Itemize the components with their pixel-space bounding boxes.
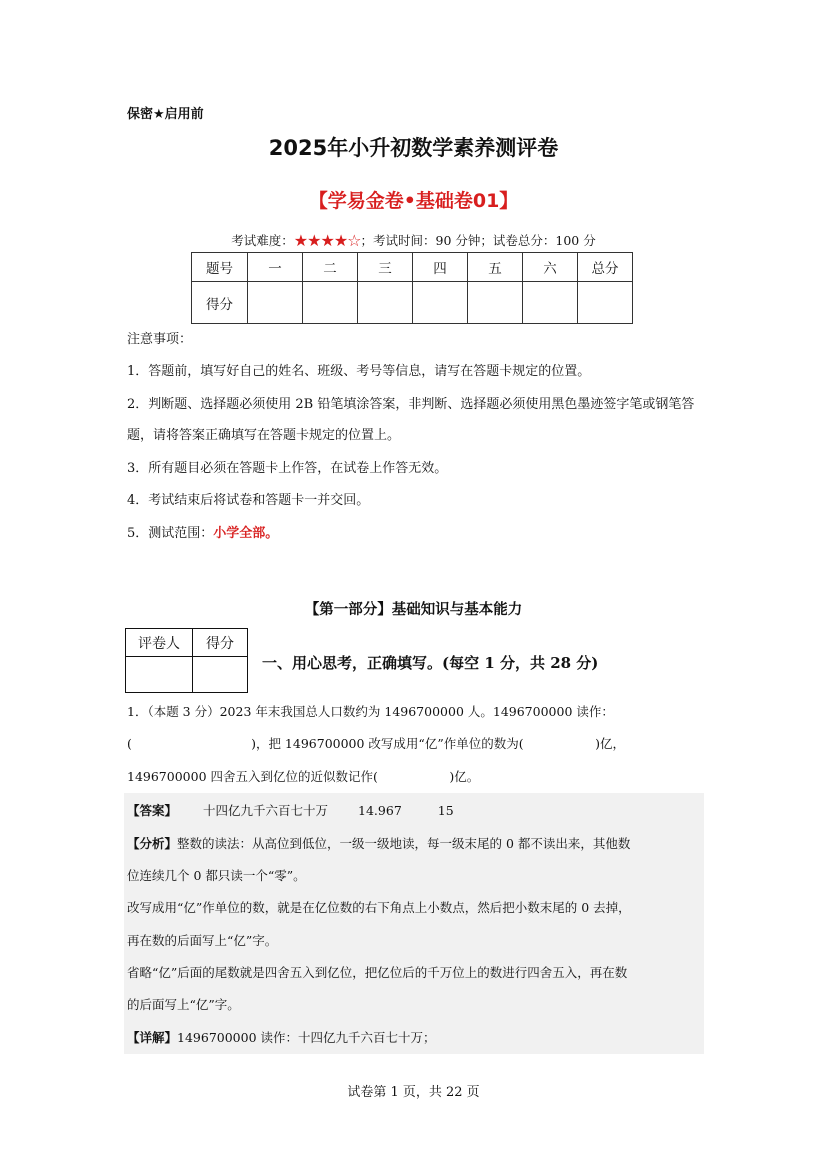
analysis-line: 位连续几个 0 都只读一个“零”。 <box>127 868 306 883</box>
analysis-line: 的后面写上“亿”字。 <box>127 997 240 1012</box>
note-item: 4．考试结束后将试卷和答题卡一并交回。 <box>127 493 370 508</box>
answer-panel <box>124 793 704 1054</box>
analysis-line: 改写成用“亿”作单位的数，就是在亿位数的右下角点上小数点，然后把小数末尾的 0 去掉， <box>127 900 631 915</box>
note-item: 3．所有题目必须在答题卡上作答，在试卷上作答无效。 <box>127 461 448 476</box>
note-item: 2．判断题、选择题必须使用 2B 铅笔填涂答案，非判断、选择题必须使用黑色墨迹签字笔或钢笔答题，请将答案正确填写在答题卡规定的位置上。 <box>127 397 695 443</box>
score-cell <box>248 282 303 324</box>
score-header-cell: 题号 <box>192 253 248 282</box>
analysis-line <box>127 834 702 852</box>
grader-row <box>126 657 248 693</box>
answer-value: 十四亿九千六百七十万 <box>203 803 329 818</box>
note-item: 1．答题前，填写好自己的姓名、班级、考号等信息，请写在答题卡规定的位置。 <box>127 364 591 379</box>
answer-row <box>127 801 702 819</box>
score-row-label: 得分 <box>192 282 248 324</box>
score-cell <box>413 282 468 324</box>
score-cell <box>468 282 523 324</box>
page-footer: 试卷第 1 页，共 22 页 <box>347 1085 480 1100</box>
analysis-line: 省略“亿”后面的尾数就是四舍五入到亿位，把亿位后的千万位上的数进行四舍五入，再在数 <box>127 965 628 980</box>
detail-line <box>127 1028 702 1046</box>
exam-info <box>0 231 827 250</box>
notes-heading: 注意事项： <box>127 332 193 347</box>
answer-label: 【答案】 <box>127 803 178 818</box>
part-title: 一、用心思考，正确填写。(每空 1 分，共 28 分) <box>262 654 599 672</box>
scope-label: 5．测试范围： <box>127 526 214 541</box>
difficulty-label: 考试难度： <box>231 233 294 248</box>
score-cell <box>523 282 578 324</box>
confidential-label: 保密★启用前 <box>127 107 204 122</box>
grader-cell <box>193 657 248 693</box>
score-table-header-row <box>192 253 633 282</box>
score-cell <box>578 282 633 324</box>
detail-text: 1496700000 读作：十四亿九千六百七十万； <box>177 1030 436 1045</box>
score-header-cell: 六 <box>523 253 578 282</box>
analysis-line: 再在数的后面写上“亿”字。 <box>127 933 278 948</box>
answer-value: 14.967 <box>358 803 402 818</box>
grader-cell <box>126 657 193 693</box>
score-header-cell: 一 <box>248 253 303 282</box>
page-title: 2025年小升初数学素养测评卷 <box>268 136 559 160</box>
grader-table <box>125 628 248 693</box>
answer-value: 15 <box>437 803 454 818</box>
question-line: 1．（本题 3 分）2023 年末我国总人口数约为 1496700000 人。1496700000 读作： <box>127 704 614 719</box>
score-table-score-row <box>192 282 633 324</box>
scope-value: 小学全部。 <box>213 526 279 541</box>
detail-label: 【详解】 <box>127 1030 178 1045</box>
page-subtitle: 【学易金卷•基础卷01】 <box>308 190 519 212</box>
note-item-scope <box>127 524 707 544</box>
analysis-label: 【分析】 <box>127 836 178 851</box>
score-header-cell: 四 <box>413 253 468 282</box>
exam-time-total: ；考试时间：90 分钟；试卷总分：100 分 <box>360 233 596 248</box>
section-title: 【第一部分】基础知识与基本能力 <box>304 602 523 618</box>
grader-header-cell: 评卷人 <box>126 629 193 657</box>
score-cell <box>303 282 358 324</box>
score-header-cell: 总分 <box>578 253 633 282</box>
score-header-cell: 三 <box>358 253 413 282</box>
grader-header-row <box>126 629 248 657</box>
grader-header-cell: 得分 <box>193 629 248 657</box>
question-line: 1496700000 四舍五入到亿位的近似数记作( )亿。 <box>127 769 480 784</box>
analysis-text: 整数的读法：从高位到低位，一级一级地读，每一级末尾的 0 都不读出来，其他数 <box>177 836 631 851</box>
question-line: ( )，把 1496700000 改写成用“亿”作单位的数为( )亿， <box>127 736 625 751</box>
score-cell <box>358 282 413 324</box>
difficulty-stars-icon: ★★★★☆ <box>293 231 361 250</box>
score-table <box>191 252 633 324</box>
score-header-cell: 五 <box>468 253 523 282</box>
score-header-cell: 二 <box>303 253 358 282</box>
